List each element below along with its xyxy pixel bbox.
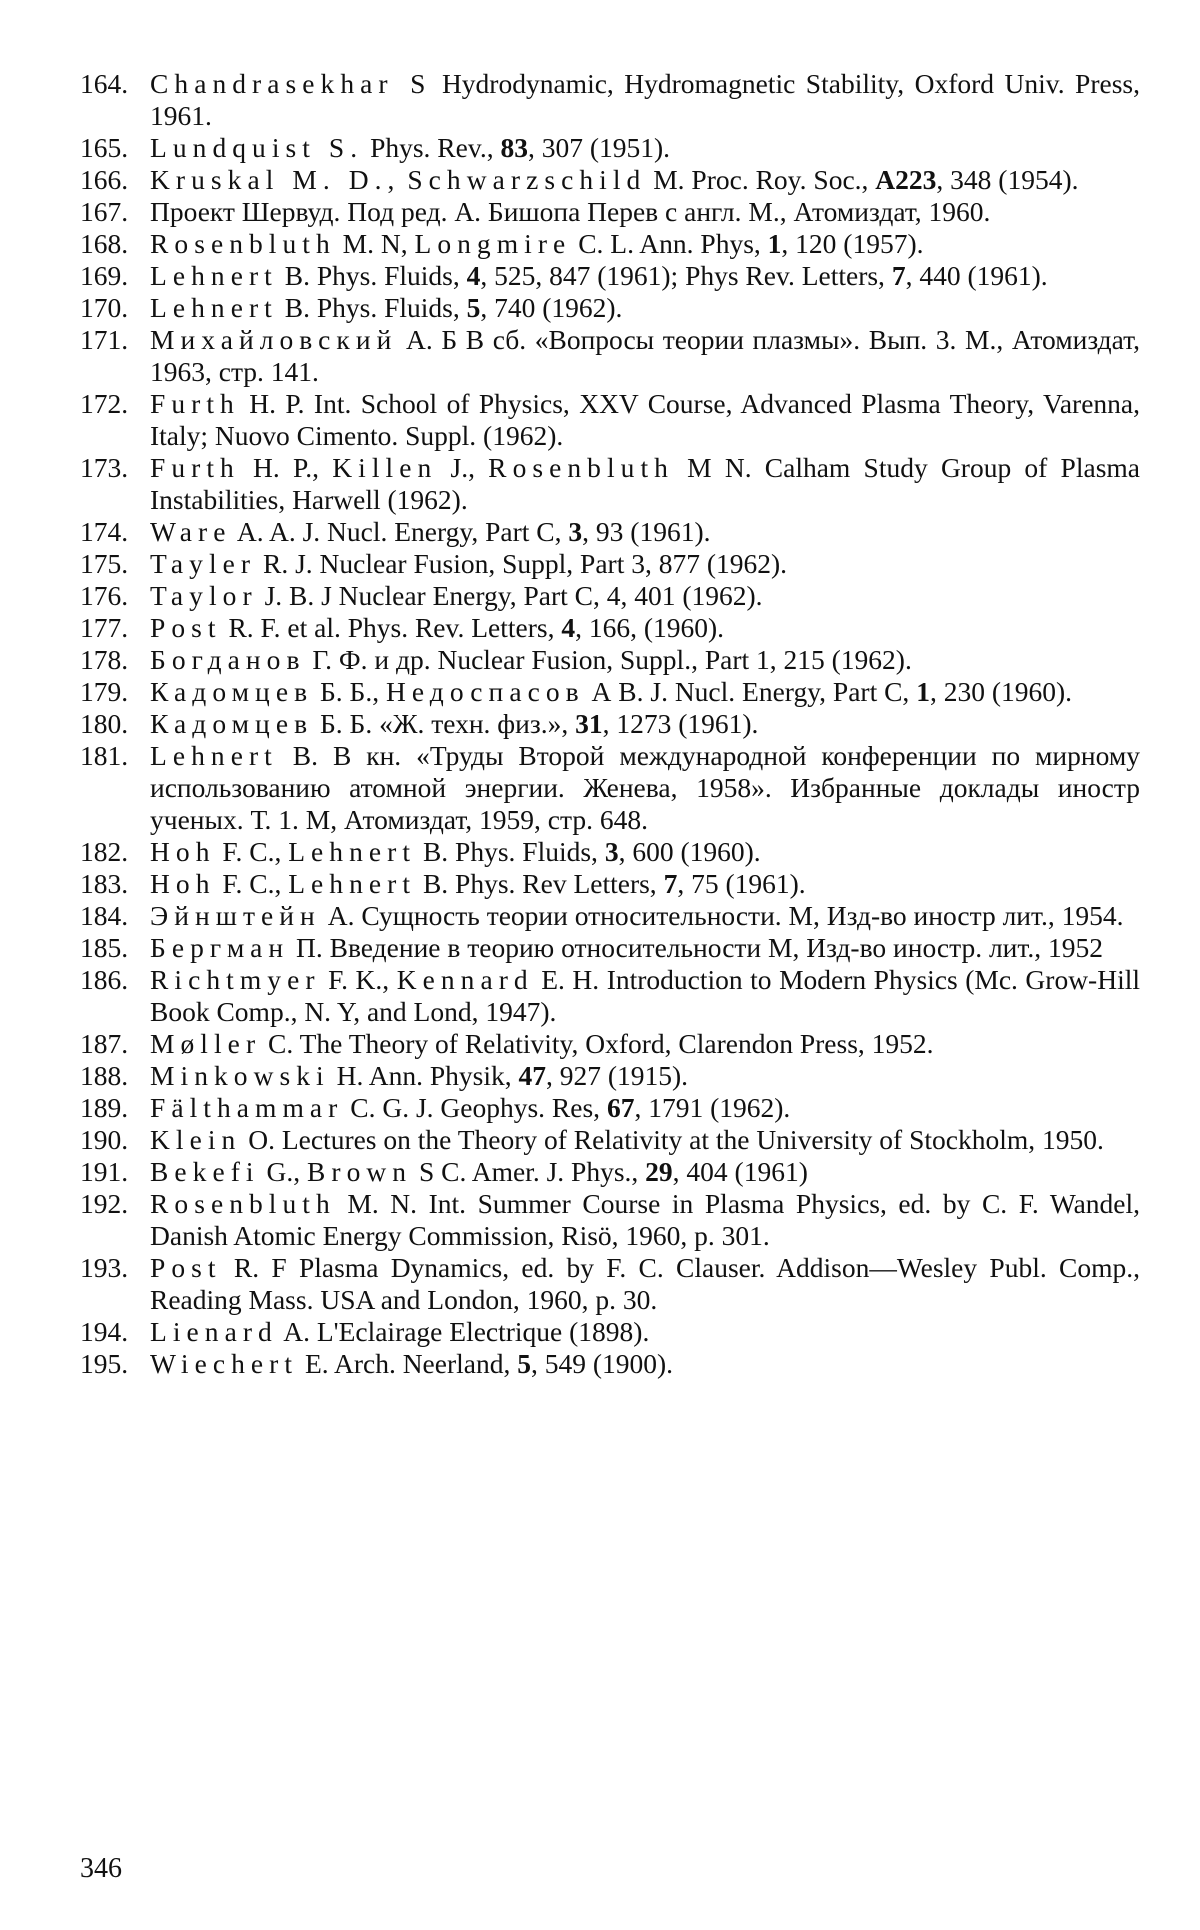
reference-item (80, 68, 1140, 132)
reference-text: B. Phys. Rev Letters, (416, 868, 664, 899)
author-name: Эйнштейн (150, 900, 321, 931)
reference-text: J. B. J Nuclear Energy, Part C, 4, 401 (1962). (257, 580, 763, 611)
volume-number: A223 (875, 164, 937, 195)
reference-number: 188. (80, 1060, 129, 1091)
reference-text: , 740 (1962). (480, 292, 623, 323)
reference-number: 164. (80, 68, 129, 99)
reference-text: F. K., (320, 964, 397, 995)
author-name: Бергман (150, 932, 290, 963)
reference-item (80, 708, 1140, 740)
reference-text: , 93 (1961). (582, 516, 711, 547)
volume-number: 7 (663, 868, 678, 899)
reference-number: 173. (80, 452, 129, 483)
reference-item (80, 900, 1140, 932)
author-name: Wiechert (150, 1348, 299, 1379)
reference-item (80, 644, 1140, 676)
reference-text: M. N. Int. Summer Course in Plasma Physics, ed. by C. F. Wandel, Danish Atomic Energy Commission, Risö, 1960, p. 301. (150, 1188, 1140, 1251)
reference-item (80, 1316, 1140, 1348)
reference-item (80, 324, 1140, 388)
author-name: Lundquist S. (150, 132, 364, 163)
volume-number: 4 (561, 612, 576, 643)
reference-item (80, 1092, 1140, 1124)
volume-number: 47 (518, 1060, 546, 1091)
reference-item (80, 1188, 1140, 1252)
reference-item (80, 548, 1140, 580)
reference-text: R. J. Nuclear Fusion, Suppl, Part 3, 877 (1962). (256, 548, 788, 579)
reference-number: 170. (80, 292, 129, 323)
volume-number: 3 (568, 516, 583, 547)
reference-text: G., (259, 1156, 307, 1187)
reference-list (80, 68, 1140, 1380)
reference-item (80, 612, 1140, 644)
reference-item (80, 388, 1140, 452)
author-name: Lehnert (288, 836, 417, 867)
author-name: Longmire (414, 228, 572, 259)
volume-number: 83 (500, 132, 528, 163)
author-name: Недоспасов (385, 676, 585, 707)
reference-number: 195. (80, 1348, 129, 1379)
reference-text: , 166, (1960). (575, 612, 725, 643)
reference-item (80, 260, 1140, 292)
author-name: Taylor (150, 580, 258, 611)
reference-text: C. The Theory of Relativity, Oxford, Clarendon Press, 1952. (261, 1028, 934, 1059)
reference-text: R. F Plasma Dynamics, ed. by F. C. Clauser. Addison—Wesley Publ. Comp., Reading Mass. USA and London, 1960, p. 30. (150, 1252, 1140, 1315)
reference-item (80, 836, 1140, 868)
author-name: Bekefi (150, 1156, 260, 1187)
reference-item (80, 740, 1140, 836)
reference-item (80, 868, 1140, 900)
reference-text: , 75 (1961). (677, 868, 806, 899)
reference-number: 175. (80, 548, 129, 579)
reference-text: S C. Amer. J. Phys., (412, 1156, 646, 1187)
author-name: Post (150, 1252, 222, 1283)
author-name: Klein (150, 1124, 242, 1155)
reference-text: , 927 (1915). (545, 1060, 689, 1091)
author-name: Schwarzschild (407, 164, 647, 195)
reference-text: , 230 (1960). (929, 676, 1073, 707)
reference-number: 194. (80, 1316, 129, 1347)
reference-item (80, 964, 1140, 1028)
author-name: Minkowski (150, 1060, 330, 1091)
reference-text: Phys. Rev., (363, 132, 501, 163)
reference-number: 193. (80, 1252, 129, 1283)
reference-text: B. Phys. Fluids, (277, 292, 467, 323)
volume-number: 3 (604, 836, 619, 867)
reference-text: , 440 (1961). (905, 260, 1048, 291)
author-name: Rosenbluth (150, 228, 336, 259)
author-name: Rosenbluth (150, 1188, 336, 1219)
reference-number: 176. (80, 580, 129, 611)
reference-item (80, 164, 1140, 196)
reference-text: R. F. et al. Phys. Rev. Letters, (221, 612, 562, 643)
author-name: Post (150, 612, 222, 643)
reference-text: , 1791 (1962). (634, 1092, 791, 1123)
reference-item (80, 1060, 1140, 1092)
author-name: Kennard (396, 964, 534, 995)
volume-number: 29 (645, 1156, 673, 1187)
reference-text: , 120 (1957). (781, 228, 924, 259)
reference-text: A. L'Eclairage Electrique (1898). (277, 1316, 650, 1347)
reference-text: Hydrodynamic, Hydromagnetic Stability, Oxford Univ. Press, 1961. (150, 68, 1140, 131)
reference-item (80, 516, 1140, 548)
reference-text: А. Б В сб. «Вопросы теории плазмы». Вып. 3. М., Атомиздат, 1963, стр. 141. (150, 324, 1140, 387)
reference-item (80, 196, 1140, 228)
reference-number: 191. (80, 1156, 129, 1187)
reference-item (80, 228, 1140, 260)
reference-text: M. Proc. Roy. Soc., (646, 164, 876, 195)
reference-number: 179. (80, 676, 129, 707)
reference-item (80, 932, 1140, 964)
author-name: Furth (150, 452, 240, 483)
volume-number: 5 (466, 292, 481, 323)
reference-number: 190. (80, 1124, 129, 1155)
reference-text: П. Введение в теорию относительности М, Изд-во иностр. лит., 1952 (289, 932, 1103, 963)
reference-text: , 525, 847 (1961); Phys Rev. Letters, (480, 260, 892, 291)
reference-number: 181. (80, 740, 129, 771)
reference-text: F. C., (215, 836, 289, 867)
reference-text: А. Сущность теории относительности. М, Изд-во иностр лит., 1954. (320, 900, 1124, 931)
reference-number: 168. (80, 228, 129, 259)
reference-text: B. Phys. Fluids, (277, 260, 467, 291)
reference-item (80, 580, 1140, 612)
author-name: Tayler (150, 548, 257, 579)
author-name: Кадомцев (150, 708, 314, 739)
author-name: Killen (332, 452, 438, 483)
author-name: Kruskal M. D., (150, 164, 401, 195)
reference-number: 174. (80, 516, 129, 547)
reference-text: E. H. Introduction to Modern Physics (Mc. Grow-Hill Book Comp., N. Y, and Lond, 1947). (150, 964, 1140, 1027)
reference-item (80, 1348, 1140, 1380)
page-number: 346 (80, 1853, 122, 1884)
reference-text: H. Ann. Physik, (329, 1060, 519, 1091)
reference-text: , 348 (1954). (936, 164, 1079, 195)
reference-number: 180. (80, 708, 129, 739)
reference-text: M N. Calham Study Group of Plasma Instabilities, Harwell (1962). (150, 452, 1140, 515)
volume-number: 31 (575, 708, 603, 739)
reference-number: 192. (80, 1188, 129, 1219)
reference-text: А В. J. Nucl. Energy, Part C, (584, 676, 917, 707)
author-name: Hoh (150, 836, 216, 867)
reference-text: M. N, (335, 228, 415, 259)
reference-item (80, 132, 1140, 164)
author-name: Chandrasekhar S (150, 68, 432, 99)
author-name: Lehnert (150, 292, 278, 323)
volume-number: 1 (916, 676, 930, 707)
reference-text: Г. Ф. и др. Nuclear Fusion, Suppl., Part 1, 215 (1962). (305, 644, 912, 675)
reference-text: A. A. J. Nucl. Energy, Part C, (231, 516, 569, 547)
author-name: Møller (150, 1028, 262, 1059)
reference-number: 167. (80, 196, 129, 227)
reference-text: J., (437, 452, 489, 483)
volume-number: 1 (767, 228, 782, 259)
author-name: Lehnert (288, 868, 417, 899)
reference-number: 169. (80, 260, 129, 291)
reference-number: 183. (80, 868, 129, 899)
reference-item (80, 452, 1140, 516)
reference-number: 165. (80, 132, 129, 163)
reference-number: 177. (80, 612, 129, 643)
reference-item (80, 1124, 1140, 1156)
author-name: Rosenbluth (488, 452, 674, 483)
reference-text: O. Lectures on the Theory of Relativity at the University of Stockholm, 1950. (241, 1124, 1104, 1155)
reference-number: 186. (80, 964, 129, 995)
reference-text: H. P., (239, 452, 333, 483)
author-name: Richtmyer (150, 964, 321, 995)
author-name: Lehnert (150, 260, 278, 291)
reference-text: , 600 (1960). (618, 836, 761, 867)
reference-number: 187. (80, 1028, 129, 1059)
author-name: Fälthammar (150, 1092, 344, 1123)
reference-number: 166. (80, 164, 129, 195)
volume-number: 5 (517, 1348, 531, 1379)
reference-text: C. G. J. Geophys. Res, (343, 1092, 607, 1123)
reference-item (80, 1252, 1140, 1316)
reference-number: 185. (80, 932, 129, 963)
reference-text: B. Phys. Fluids, (416, 836, 605, 867)
reference-number: 171. (80, 324, 129, 355)
reference-text: , 404 (1961) (672, 1156, 808, 1187)
reference-text: E. Arch. Neerland, (298, 1348, 518, 1379)
author-name: Brown (306, 1156, 413, 1187)
author-name: Кадомцев (150, 676, 314, 707)
reference-item (80, 292, 1140, 324)
author-name: Lienard (150, 1316, 278, 1347)
reference-number: 189. (80, 1092, 129, 1123)
reference-text: , 549 (1900). (530, 1348, 674, 1379)
reference-text: Б. Б. «Ж. техн. физ.», (313, 708, 576, 739)
reference-number: 182. (80, 836, 129, 867)
reference-text: , 307 (1951). (527, 132, 671, 163)
reference-text: B. В кн. «Труды Второй международной конференции по мирному использованию атомной энергии. Женева, 1958». Избранные доклады иностр ученых. Т. 1. М, Атомиздат, 1959, стр. 648. (150, 740, 1140, 835)
reference-item (80, 1156, 1140, 1188)
reference-number: 184. (80, 900, 129, 931)
reference-text: Б. Б., (313, 676, 386, 707)
author-name: Hoh (150, 868, 216, 899)
reference-text: , 1273 (1961). (602, 708, 759, 739)
volume-number: 67 (606, 1092, 635, 1123)
author-name: Lehnert (150, 740, 278, 771)
reference-item (80, 676, 1140, 708)
author-name: Богданов (150, 644, 306, 675)
author-name: Михайловский (150, 324, 398, 355)
volume-number: 7 (891, 260, 906, 291)
reference-item (80, 1028, 1140, 1060)
volume-number: 4 (466, 260, 481, 291)
reference-text: Проект Шервуд. Под ред. А. Бишопа Перев с англ. М., Атомиздат, 1960. (150, 196, 991, 227)
reference-text: C. L. Ann. Phys, (571, 228, 768, 259)
author-name: Furth (150, 388, 240, 419)
reference-text: F. C., (215, 868, 289, 899)
reference-number: 172. (80, 388, 129, 419)
author-name: Ware (150, 516, 232, 547)
reference-number: 178. (80, 644, 129, 675)
reference-text: H. P. Int. School of Physics, XXV Course, Advanced Plasma Theory, Varenna, Italy; Nuovo Cimento. Suppl. (1962). (150, 388, 1140, 451)
